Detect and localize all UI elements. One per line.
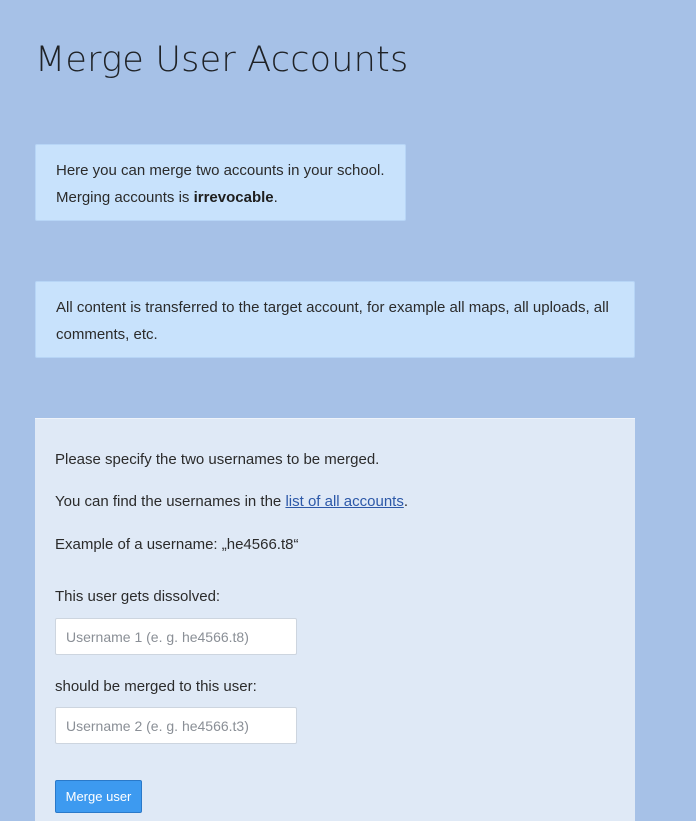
- irrevocable-suffix: .: [273, 189, 278, 206]
- info-box-content-transfer: [35, 281, 635, 358]
- merge-form-panel: [35, 418, 635, 821]
- find-usernames-text: [55, 493, 408, 510]
- find-usernames-prefix: You can find the usernames in the: [55, 493, 286, 510]
- username-1-input[interactable]: [55, 618, 297, 655]
- irrevocable-text: irrevocable: [193, 189, 274, 206]
- form-intro-text: Please specify the two usernames to be merged.: [55, 451, 380, 468]
- target-user-label: should be merged to this user:: [55, 678, 257, 695]
- dissolved-user-label: This user gets dissolved:: [55, 588, 221, 605]
- page-title: Merge User Accounts: [35, 40, 409, 80]
- username-example-text: Example of a username: „he4566.t8“: [55, 536, 299, 553]
- merge-user-button[interactable]: Merge user: [55, 780, 142, 813]
- irrevocable-prefix: Merging accounts is: [56, 189, 194, 206]
- find-usernames-suffix: .: [403, 493, 408, 510]
- info-box-merge-warning: [35, 144, 406, 221]
- content-transfer-text: All content is transferred to the target account, for example all maps, all uploads, all comments, etc.: [56, 299, 609, 343]
- info-text-line-1: Here you can merge two accounts in your school.: [56, 162, 385, 179]
- info-text-line-2: [56, 184, 385, 211]
- username-2-input[interactable]: [55, 707, 297, 744]
- list-of-all-accounts-link[interactable]: list of all accounts: [285, 493, 404, 510]
